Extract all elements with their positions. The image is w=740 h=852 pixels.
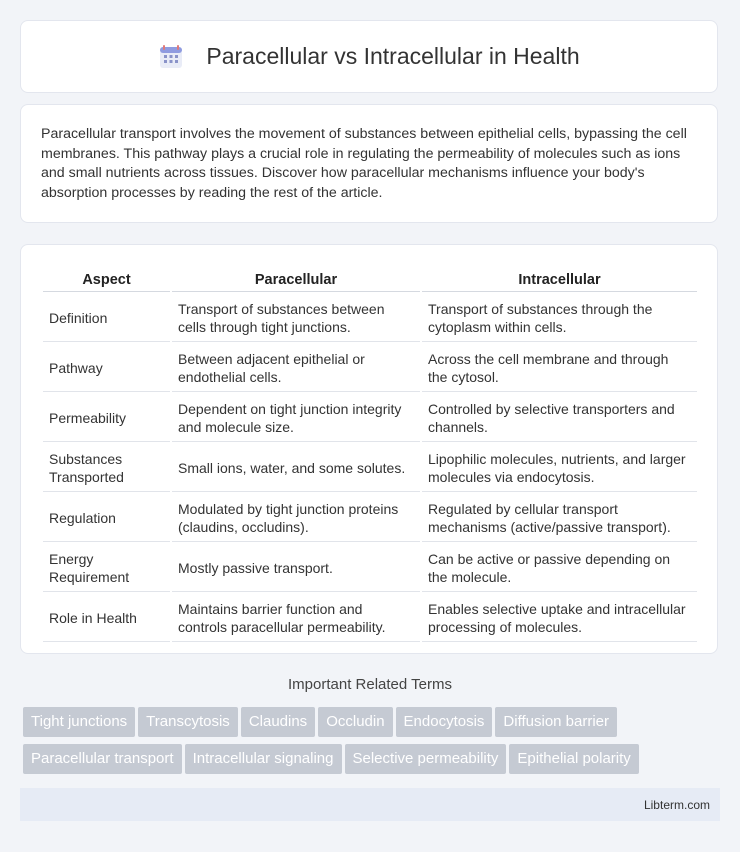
tag-diffusion-barrier[interactable]: Diffusion barrier [495,707,617,737]
table-header-row [43,267,697,292]
row-aspect: Pathway [43,344,170,392]
table-row [43,294,697,342]
tag-intracellular-signaling[interactable]: Intracellular signaling [185,744,342,774]
header-paracellular: Paracellular [172,267,420,292]
comparison-table [41,265,699,644]
tag-paracellular-transport[interactable]: Paracellular transport [23,744,182,774]
row-aspect: Substances Transported [43,444,170,492]
table-row [43,394,697,442]
comparison-card [20,244,718,654]
table-row [43,594,697,642]
table-row [43,344,697,392]
row-intracellular: Enables selective uptake and intracellular processing of molecules. [422,594,697,642]
header-card [20,20,718,93]
row-paracellular: Small ions, water, and some solutes. [172,444,420,492]
header-aspect: Aspect [43,267,170,292]
tag-transcytosis[interactable]: Transcytosis [138,707,238,737]
tag-claudins[interactable]: Claudins [241,707,315,737]
row-paracellular: Maintains barrier function and controls paracellular permeability. [172,594,420,642]
tag-epithelial-polarity[interactable]: Epithelial polarity [509,744,638,774]
row-intracellular: Transport of substances through the cytoplasm within cells. [422,294,697,342]
header-intracellular: Intracellular [422,267,697,292]
row-aspect: Regulation [43,494,170,542]
row-aspect: Definition [43,294,170,342]
tag-endocytosis[interactable]: Endocytosis [396,707,493,737]
calendar-icon [158,44,184,70]
row-intracellular: Can be active or passive depending on the molecule. [422,544,697,592]
page-title: Paracellular vs Intracellular in Health [206,43,580,69]
footer [20,788,720,821]
tag-tight-junctions[interactable]: Tight junctions [23,707,135,737]
tag-selective-permeability[interactable]: Selective permeability [345,744,507,774]
row-aspect: Role in Health [43,594,170,642]
table-row [43,494,697,542]
related-terms-title: Important Related Terms [288,676,452,693]
row-paracellular: Between adjacent epithelial or endothelial cells. [172,344,420,392]
intro-text: Paracellular transport involves the movement of substances between epithelial cells, bypassing the cell membranes. This pathway plays a crucial role in regulating the permeability of molecules such as ions and small nutrients across tissues. Discover how paracellular mechanisms influence your body's absorption processes by reading the rest of the article. [41,126,687,201]
row-intracellular: Controlled by selective transporters and channels. [422,394,697,442]
row-intracellular: Regulated by cellular transport mechanisms (active/passive transport). [422,494,697,542]
intro-card [20,104,718,223]
table-row [43,544,697,592]
table-row [43,444,697,492]
row-aspect: Energy Requirement [43,544,170,592]
row-intracellular: Across the cell membrane and through the cytosol. [422,344,697,392]
related-terms-list [23,707,723,781]
row-intracellular: Lipophilic molecules, nutrients, and larger molecules via endocytosis. [422,444,697,492]
row-paracellular: Modulated by tight junction proteins (claudins, occludins). [172,494,420,542]
row-paracellular: Transport of substances between cells through tight junctions. [172,294,420,342]
row-aspect: Permeability [43,394,170,442]
tag-occludin[interactable]: Occludin [318,707,392,737]
footer-site-link[interactable]: Libterm.com [643,797,710,812]
row-paracellular: Dependent on tight junction integrity and molecule size. [172,394,420,442]
row-paracellular: Mostly passive transport. [172,544,420,592]
